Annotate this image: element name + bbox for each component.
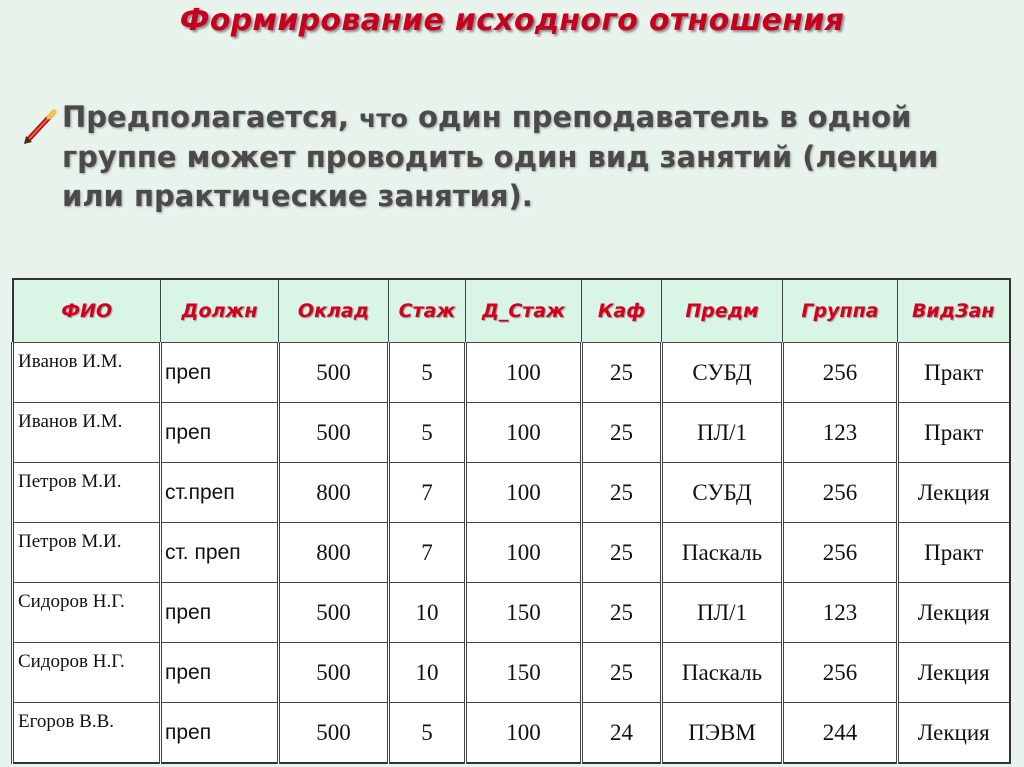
cell-predm: ПЭВМ [662, 703, 783, 764]
cell-d-stazh: 150 [466, 643, 582, 703]
cell-predm: Паскаль [662, 523, 783, 583]
bullet-text [62, 98, 962, 216]
cell-gruppa: 123 [783, 403, 898, 463]
cell-predm: ПЛ/1 [662, 583, 783, 643]
cell-predm: ПЛ/1 [662, 403, 783, 463]
cell-vidzan: Лекция [898, 703, 1010, 764]
cell-gruppa: 244 [783, 703, 898, 764]
bullet-rest: один преподаватель в одной группе может проводить один вид занятий (лекции или практические занятия). [62, 100, 939, 213]
slide-title: Формирование исходного отношения [179, 3, 845, 38]
cell-dolzhn: преп [161, 643, 279, 703]
cell-fio: Сидоров Н.Г. [13, 583, 161, 643]
cell-d-stazh: 100 [466, 523, 582, 583]
cell-oklad: 500 [279, 403, 389, 463]
cell-oklad: 800 [279, 463, 389, 523]
header-gruppa: Группа [783, 279, 898, 343]
table-row [13, 343, 1010, 403]
cell-dolzhn: преп [161, 343, 279, 403]
table-row [13, 463, 1010, 523]
cell-stazh: 5 [389, 403, 466, 463]
cell-fio: Иванов И.М. [13, 403, 161, 463]
cell-d-stazh: 100 [466, 403, 582, 463]
cell-dolzhn: преп [161, 403, 279, 463]
cell-kaf: 25 [582, 463, 662, 523]
header-kaf: Каф [582, 279, 662, 343]
cell-fio: Петров М.И. [13, 463, 161, 523]
cell-kaf: 25 [582, 523, 662, 583]
cell-dolzhn: ст.преп [161, 463, 279, 523]
cell-d-stazh: 150 [466, 583, 582, 643]
table-row [13, 583, 1010, 643]
cell-vidzan: Лекция [898, 463, 1010, 523]
cell-gruppa: 256 [783, 523, 898, 583]
cell-fio: Егоров В.В. [13, 703, 161, 764]
cell-dolzhn: преп [161, 583, 279, 643]
cell-gruppa: 256 [783, 463, 898, 523]
bullet-small-word: что [359, 104, 408, 133]
cell-oklad: 500 [279, 583, 389, 643]
cell-gruppa: 256 [783, 643, 898, 703]
cell-kaf: 24 [582, 703, 662, 764]
header-dolzhn: Должн [161, 279, 279, 343]
cell-gruppa: 123 [783, 583, 898, 643]
cell-predm: СУБД [662, 463, 783, 523]
cell-kaf: 25 [582, 583, 662, 643]
table-row [13, 643, 1010, 703]
header-d-stazh: Д_Стаж [466, 279, 582, 343]
cell-gruppa: 256 [783, 343, 898, 403]
cell-oklad: 500 [279, 703, 389, 764]
header-vidzan: ВидЗан [898, 279, 1010, 343]
cell-oklad: 500 [279, 343, 389, 403]
cell-stazh: 10 [389, 583, 466, 643]
cell-kaf: 25 [582, 343, 662, 403]
cell-fio: Петров М.И. [13, 523, 161, 583]
data-table [11, 278, 1011, 764]
bullet-lead: Предполагается, [62, 100, 349, 134]
cell-d-stazh: 100 [466, 343, 582, 403]
header-fio: ФИО [13, 279, 161, 343]
cell-stazh: 5 [389, 703, 466, 764]
cell-d-stazh: 100 [466, 463, 582, 523]
cell-vidzan: Практ [898, 523, 1010, 583]
cell-stazh: 5 [389, 343, 466, 403]
cell-d-stazh: 100 [466, 703, 582, 764]
cell-predm: Паскаль [662, 643, 783, 703]
cell-kaf: 25 [582, 643, 662, 703]
cell-dolzhn: преп [161, 703, 279, 764]
cell-oklad: 500 [279, 643, 389, 703]
cell-oklad: 800 [279, 523, 389, 583]
cell-vidzan: Практ [898, 343, 1010, 403]
cell-predm: СУБД [662, 343, 783, 403]
cell-vidzan: Лекция [898, 643, 1010, 703]
table-row [13, 523, 1010, 583]
header-stazh: Стаж [389, 279, 466, 343]
pencil-icon [20, 106, 60, 146]
cell-stazh: 10 [389, 643, 466, 703]
cell-kaf: 25 [582, 403, 662, 463]
cell-vidzan: Практ [898, 403, 1010, 463]
cell-stazh: 7 [389, 523, 466, 583]
header-oklad: Оклад [279, 279, 389, 343]
table-row [13, 403, 1010, 463]
header-predm: Предм [662, 279, 783, 343]
cell-stazh: 7 [389, 463, 466, 523]
table-header-row [13, 279, 1010, 343]
cell-fio: Иванов И.М. [13, 343, 161, 403]
cell-vidzan: Лекция [898, 583, 1010, 643]
cell-dolzhn: ст. преп [161, 523, 279, 583]
cell-fio: Сидоров Н.Г. [13, 643, 161, 703]
table-row [13, 703, 1010, 764]
